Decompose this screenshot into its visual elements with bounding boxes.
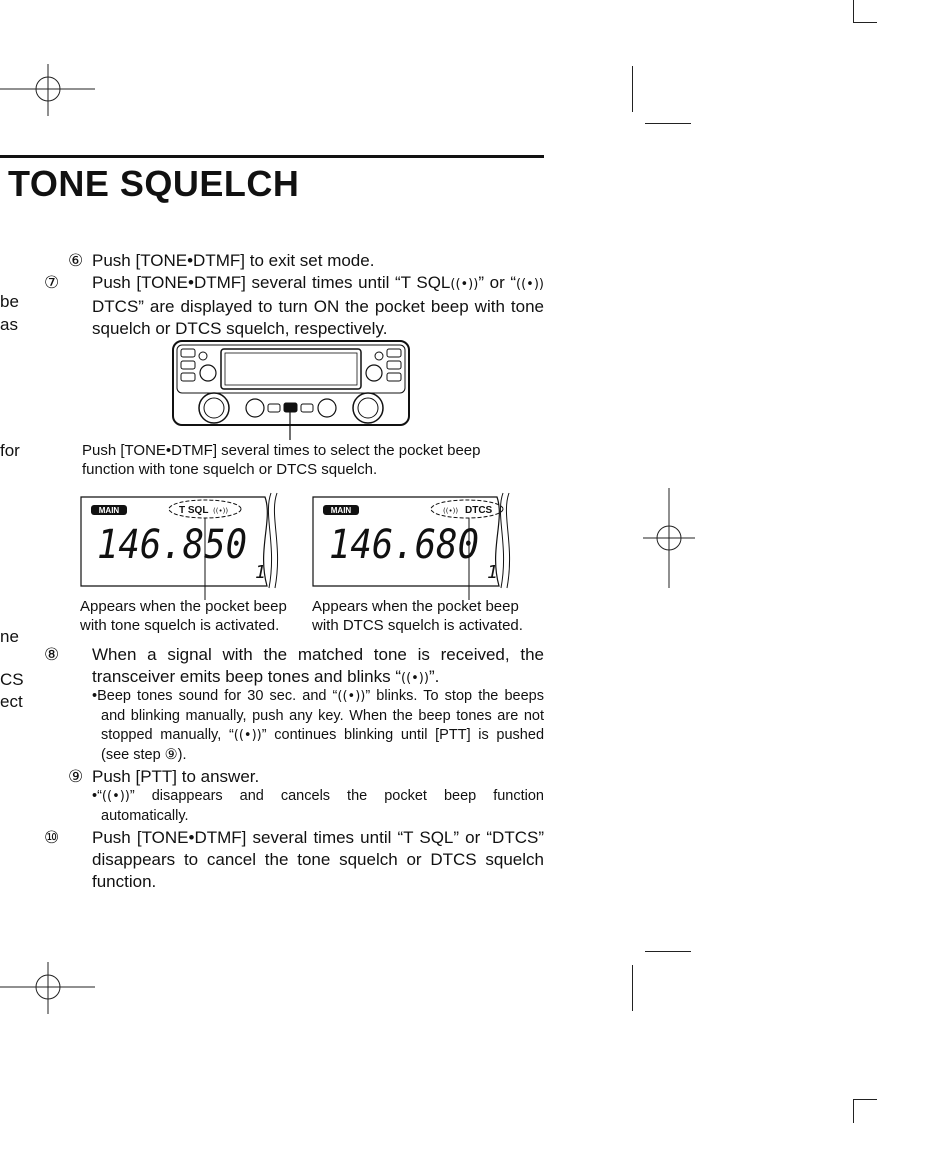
step-8 [44,644,544,690]
left-fragment: be [0,292,19,311]
beep-icon: ((•)) [101,789,130,804]
step-number: ⑨ [68,767,84,787]
registration-crosshair-bottom-left [0,962,100,1014]
lcd-right-caption: Appears when the pocket beep with DTCS squelch is activated. [312,598,523,634]
step-number: ⑦ [44,273,60,293]
beep-icon: ((•)) [213,507,229,515]
lcd-frequency: 146.680 [329,522,479,568]
step-9 [68,766,544,788]
note-text: “ [97,788,102,804]
step-8-note [92,687,544,765]
beep-icon: ((•)) [516,277,544,292]
beep-icon: ((•)) [443,507,459,515]
step-number: ⑥ [68,251,84,271]
main-badge: MAIN [330,506,352,515]
note-text: ” blinks. To stop the beeps and blinking manually, push any key. When the beep tones are not stopped manually, “ [101,688,544,743]
step-number: ⑩ [44,828,60,848]
main-badge: MAIN [98,506,120,515]
step-6 [68,250,544,272]
left-fragment: as [0,315,18,334]
lcd-left-caption: Appears when the pocket beep with tone squelch is activated. [80,598,287,634]
lcd-frequency: 146.850 [97,522,247,568]
bullet: • [92,688,98,704]
left-fragment: CS [0,670,24,689]
step-number: ⑧ [44,645,60,665]
left-fragment: ect [0,692,23,711]
step-text: Push [PTT] to answer. [92,767,260,786]
lcd-display-tone-squelch [79,490,289,600]
step-text: Push [TONE•DTMF] several times until “T SQL [92,273,451,292]
page-title: TONE SQUELCH [8,163,300,204]
note-text: ” disappears and cancels the pocket beep function automatically. [101,788,544,824]
beep-icon: ((•)) [233,728,262,743]
step-text: When a signal with the matched tone is received, the transceiver emits beep tones and blinks “ [92,645,544,686]
registration-crosshair-right [643,488,695,588]
radio-front-panel-illustration [172,340,412,440]
note-text: Beep tones sound for 30 sec. and “ [97,688,338,704]
bullet: • [92,788,98,804]
dtcs-indicator: DTCS [465,505,493,516]
title-rule [0,155,544,158]
tsql-indicator: T SQL [179,505,209,516]
beep-icon: ((•)) [401,671,429,686]
note-text: ” continues blinking until [PTT] is pushed (see step ⑨). [101,727,545,763]
left-fragment: for [0,441,20,460]
beep-icon: ((•)) [450,277,479,292]
memory-channel: 1 [255,562,266,583]
step-text: ”. [428,667,440,686]
step-text: ” or “ [478,273,517,292]
registration-crosshair-top-left [0,64,100,116]
step-7 [44,272,544,340]
radio-caption: Push [TONE•DTMF] several times to select the pocket beep function with tone squelch or DTCS squelch. [82,442,481,478]
step-text: Push [TONE•DTMF] several times until “T SQL” or “DTCS” disappears to cancel the tone squelch or DTCS squelch function. [92,828,544,891]
left-fragment: ne [0,627,19,646]
lcd-display-dtcs-squelch [311,490,521,600]
step-9-note [92,787,544,826]
step-text: DTCS” are displayed to turn ON the pocket beep with tone squelch or DTCS squelch, respectively. [92,297,544,338]
memory-channel: 1 [487,562,498,583]
step-text: Push [TONE•DTMF] to exit set mode. [92,251,375,270]
step-10 [44,827,544,893]
beep-icon: ((•)) [337,689,366,704]
